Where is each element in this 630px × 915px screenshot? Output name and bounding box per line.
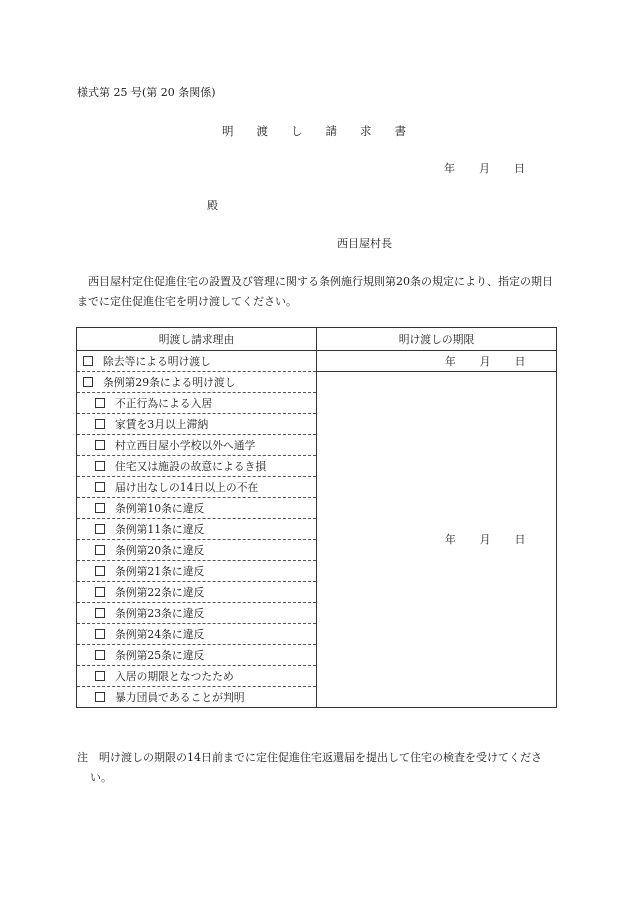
reason-label: 入居の期限となつたため: [115, 669, 234, 683]
reason-sub-item[interactable]: [77, 414, 317, 435]
header-reason: 明渡し請求理由: [77, 328, 317, 351]
reason-sub-item[interactable]: [77, 519, 317, 540]
deadline-year-label: 年: [445, 533, 456, 546]
body-text: 西目屋村定住促進住宅の設置及び管理に関する条例施行規則第20条の規定により、指定の期日までに定住促進住宅を明け渡してください。: [77, 275, 553, 308]
checkbox[interactable]: [95, 692, 105, 702]
reason-sub-item[interactable]: [77, 393, 317, 414]
table-row: [77, 351, 557, 372]
reason-sub-item[interactable]: [77, 540, 317, 561]
form-number: 様式第 25 号(第 20 条関係): [77, 86, 216, 99]
reason-sub-item[interactable]: [77, 666, 317, 687]
reason-label: 条例第25条に違反: [115, 648, 205, 662]
reason-label: 村立西目屋小学校以外へ通学: [115, 438, 256, 452]
reason-label: 住宅又は施設の故意によるき損: [115, 459, 267, 473]
checkbox[interactable]: [95, 440, 105, 450]
reason-label: 届け出なしの14日以上の不在: [115, 480, 259, 494]
checkbox[interactable]: [95, 629, 105, 639]
addressee-honorific: 殿: [207, 199, 218, 212]
request-date: [444, 160, 525, 176]
reason-sub-item[interactable]: [77, 687, 317, 708]
reason-label: 不正行為による入居: [115, 396, 213, 410]
checkbox[interactable]: [95, 671, 105, 681]
checkbox[interactable]: [95, 398, 105, 408]
reason-label: 条例第21条に違反: [115, 564, 205, 578]
header-deadline: 明け渡しの期限: [317, 328, 557, 351]
reason-label: 条例第24条に違反: [115, 627, 205, 641]
reason-label: 条例第20条に違反: [115, 543, 205, 557]
reason-sub-item[interactable]: [77, 456, 317, 477]
reason-sub-item[interactable]: [77, 435, 317, 456]
reason-article-29[interactable]: [77, 372, 317, 393]
footnote: 注 明け渡しの期限の14日前までに定住促進住宅返還届を提出して住宅の検査を受けてください。: [77, 751, 542, 784]
reason-sub-item[interactable]: [77, 582, 317, 603]
checkbox[interactable]: [95, 587, 105, 597]
reason-label: 暴力団員であることが判明: [115, 690, 245, 704]
deadline-removal: [317, 351, 557, 372]
reason-label: 条例第10条に違反: [115, 501, 205, 515]
reason-label: 条例第29条による明け渡し: [103, 375, 236, 389]
deadline-article-29: [317, 372, 557, 708]
checkbox[interactable]: [95, 461, 105, 471]
reasons-table: [76, 327, 557, 708]
checkbox[interactable]: [83, 377, 93, 387]
checkbox[interactable]: [95, 545, 105, 555]
reason-sub-item[interactable]: [77, 561, 317, 582]
date-year-label: 年: [444, 162, 455, 175]
reason-label: 除去等による明け渡し: [103, 354, 211, 368]
reason-sub-item[interactable]: [77, 603, 317, 624]
reason-label: 条例第23条に違反: [115, 606, 205, 620]
deadline-day-label: 日: [514, 533, 526, 546]
reason-removal[interactable]: [77, 351, 317, 372]
checkbox[interactable]: [95, 419, 105, 429]
checkbox[interactable]: [95, 503, 105, 513]
date-day-label: 日: [514, 162, 525, 175]
table-header-row: [77, 328, 557, 351]
reason-label: 条例第11条に違反: [115, 522, 205, 536]
document-title: 明渡し請求書: [222, 124, 429, 138]
checkbox[interactable]: [83, 356, 93, 366]
deadline-month-label: 月: [479, 533, 491, 546]
deadline-month-label: 月: [479, 354, 491, 368]
reason-sub-item[interactable]: [77, 498, 317, 519]
table-row: [77, 372, 557, 393]
checkbox[interactable]: [95, 524, 105, 534]
checkbox[interactable]: [95, 566, 105, 576]
checkbox[interactable]: [95, 608, 105, 618]
reason-label: 家賃を3月以上滞納: [115, 417, 209, 431]
checkbox[interactable]: [95, 482, 105, 492]
deadline-year-label: 年: [445, 354, 456, 368]
checkbox[interactable]: [95, 650, 105, 660]
reason-sub-item[interactable]: [77, 477, 317, 498]
date-month-label: 月: [479, 162, 490, 175]
reason-label: 条例第22条に違反: [115, 585, 205, 599]
reason-sub-item[interactable]: [77, 624, 317, 645]
reason-sub-item[interactable]: [77, 645, 317, 666]
issuer-name: 西目屋村長: [337, 237, 392, 250]
deadline-day-label: 日: [514, 354, 526, 368]
